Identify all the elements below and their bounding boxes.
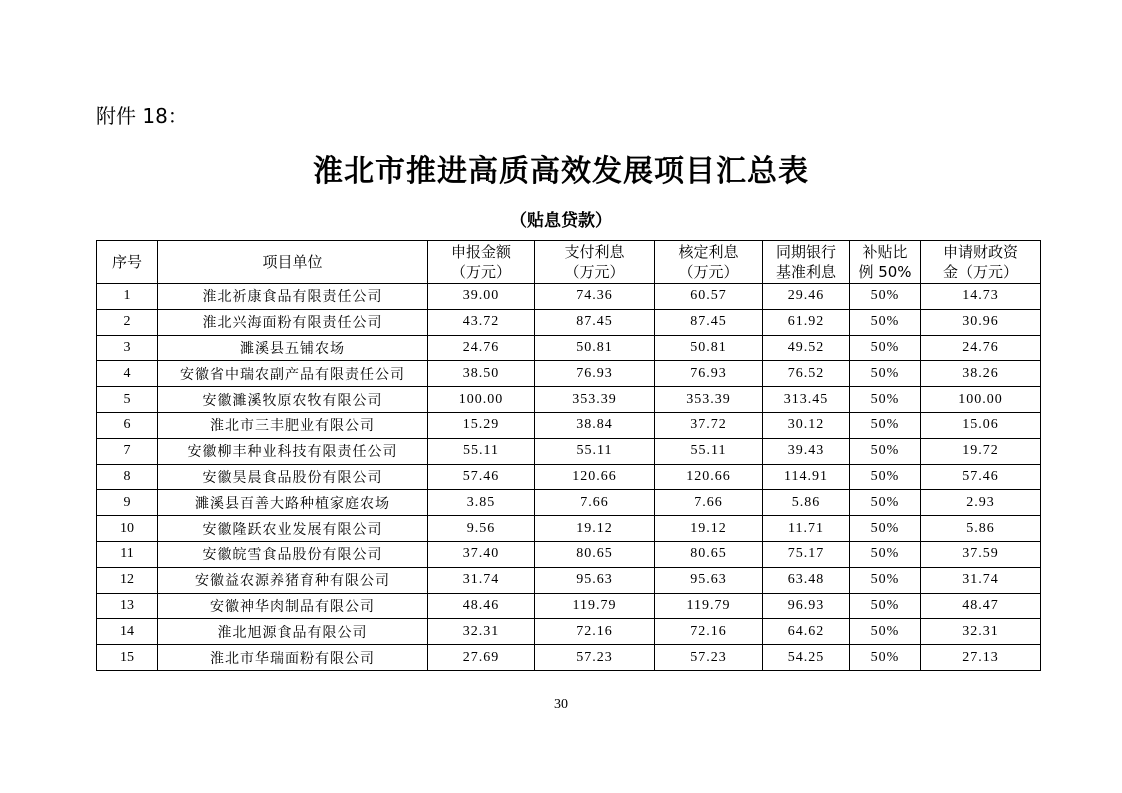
cell-bank-base-interest: 49.52 bbox=[763, 335, 850, 361]
cell-declared-amount: 24.76 bbox=[428, 335, 535, 361]
page-title: 淮北市推进高质高效发展项目汇总表 bbox=[313, 154, 809, 189]
table-row bbox=[97, 516, 1041, 542]
cell-index: 12 bbox=[97, 567, 158, 593]
cell-subsidy-ratio: 50% bbox=[850, 412, 921, 438]
cell-unit: 濉溪县五铺农场 bbox=[158, 335, 428, 361]
cell-approved-interest: 72.16 bbox=[655, 619, 763, 645]
cell-subsidy-ratio: 50% bbox=[850, 516, 921, 542]
cell-bank-base-interest: 64.62 bbox=[763, 619, 850, 645]
cell-requested-funds: 37.59 bbox=[921, 541, 1041, 567]
page-subtitle: （贴息贷款） bbox=[510, 211, 612, 231]
table-row bbox=[97, 387, 1041, 413]
header-paid-interest: 支付利息 （万元） bbox=[535, 241, 655, 284]
header-unit: 项目单位 bbox=[158, 241, 428, 284]
cell-index: 8 bbox=[97, 464, 158, 490]
header-bank-base-interest: 同期银行 基准利息 bbox=[763, 241, 850, 284]
cell-requested-funds: 24.76 bbox=[921, 335, 1041, 361]
cell-requested-funds: 27.13 bbox=[921, 645, 1041, 671]
cell-unit: 淮北市三丰肥业有限公司 bbox=[158, 412, 428, 438]
cell-subsidy-ratio: 50% bbox=[850, 464, 921, 490]
cell-paid-interest: 19.12 bbox=[535, 516, 655, 542]
cell-subsidy-ratio: 50% bbox=[850, 567, 921, 593]
cell-index: 9 bbox=[97, 490, 158, 516]
cell-declared-amount: 48.46 bbox=[428, 593, 535, 619]
cell-subsidy-ratio: 50% bbox=[850, 438, 921, 464]
cell-declared-amount: 27.69 bbox=[428, 645, 535, 671]
table-row bbox=[97, 490, 1041, 516]
cell-approved-interest: 120.66 bbox=[655, 464, 763, 490]
cell-unit: 淮北祈康食品有限责任公司 bbox=[158, 284, 428, 310]
cell-subsidy-ratio: 50% bbox=[850, 593, 921, 619]
table-body bbox=[97, 284, 1041, 671]
header-approved-interest: 核定利息 （万元） bbox=[655, 241, 763, 284]
cell-approved-interest: 50.81 bbox=[655, 335, 763, 361]
cell-unit: 淮北旭源食品有限公司 bbox=[158, 619, 428, 645]
cell-approved-interest: 95.63 bbox=[655, 567, 763, 593]
cell-paid-interest: 50.81 bbox=[535, 335, 655, 361]
header-index: 序号 bbox=[97, 241, 158, 284]
table-row bbox=[97, 645, 1041, 671]
cell-declared-amount: 15.29 bbox=[428, 412, 535, 438]
cell-paid-interest: 76.93 bbox=[535, 361, 655, 387]
cell-declared-amount: 32.31 bbox=[428, 619, 535, 645]
cell-unit: 安徽省中瑞农副产品有限责任公司 bbox=[158, 361, 428, 387]
cell-approved-interest: 37.72 bbox=[655, 412, 763, 438]
cell-unit: 濉溪县百善大路种植家庭农场 bbox=[158, 490, 428, 516]
header-row bbox=[97, 241, 1041, 284]
cell-requested-funds: 32.31 bbox=[921, 619, 1041, 645]
cell-approved-interest: 87.45 bbox=[655, 309, 763, 335]
table-row bbox=[97, 567, 1041, 593]
cell-bank-base-interest: 76.52 bbox=[763, 361, 850, 387]
cell-unit: 安徽神华肉制品有限公司 bbox=[158, 593, 428, 619]
cell-paid-interest: 87.45 bbox=[535, 309, 655, 335]
cell-requested-funds: 15.06 bbox=[921, 412, 1041, 438]
cell-bank-base-interest: 96.93 bbox=[763, 593, 850, 619]
cell-bank-base-interest: 313.45 bbox=[763, 387, 850, 413]
cell-subsidy-ratio: 50% bbox=[850, 387, 921, 413]
cell-paid-interest: 119.79 bbox=[535, 593, 655, 619]
cell-requested-funds: 14.73 bbox=[921, 284, 1041, 310]
cell-approved-interest: 7.66 bbox=[655, 490, 763, 516]
cell-index: 14 bbox=[97, 619, 158, 645]
cell-bank-base-interest: 61.92 bbox=[763, 309, 850, 335]
cell-paid-interest: 55.11 bbox=[535, 438, 655, 464]
cell-unit: 安徽柳丰种业科技有限责任公司 bbox=[158, 438, 428, 464]
cell-subsidy-ratio: 50% bbox=[850, 619, 921, 645]
cell-paid-interest: 57.23 bbox=[535, 645, 655, 671]
cell-subsidy-ratio: 50% bbox=[850, 309, 921, 335]
cell-index: 15 bbox=[97, 645, 158, 671]
cell-index: 5 bbox=[97, 387, 158, 413]
header-requested-funds: 申请财政资 金（万元） bbox=[921, 241, 1041, 284]
cell-index: 13 bbox=[97, 593, 158, 619]
cell-index: 10 bbox=[97, 516, 158, 542]
cell-declared-amount: 55.11 bbox=[428, 438, 535, 464]
cell-subsidy-ratio: 50% bbox=[850, 490, 921, 516]
cell-bank-base-interest: 30.12 bbox=[763, 412, 850, 438]
cell-paid-interest: 120.66 bbox=[535, 464, 655, 490]
table-row bbox=[97, 619, 1041, 645]
cell-approved-interest: 76.93 bbox=[655, 361, 763, 387]
cell-requested-funds: 31.74 bbox=[921, 567, 1041, 593]
table-header bbox=[97, 241, 1041, 284]
cell-index: 11 bbox=[97, 541, 158, 567]
page-number: 30 bbox=[554, 697, 568, 712]
cell-index: 4 bbox=[97, 361, 158, 387]
cell-approved-interest: 60.57 bbox=[655, 284, 763, 310]
cell-paid-interest: 353.39 bbox=[535, 387, 655, 413]
cell-subsidy-ratio: 50% bbox=[850, 645, 921, 671]
cell-requested-funds: 38.26 bbox=[921, 361, 1041, 387]
table-row bbox=[97, 309, 1041, 335]
cell-requested-funds: 5.86 bbox=[921, 516, 1041, 542]
cell-declared-amount: 37.40 bbox=[428, 541, 535, 567]
cell-index: 3 bbox=[97, 335, 158, 361]
cell-paid-interest: 38.84 bbox=[535, 412, 655, 438]
cell-subsidy-ratio: 50% bbox=[850, 335, 921, 361]
cell-approved-interest: 19.12 bbox=[655, 516, 763, 542]
cell-approved-interest: 57.23 bbox=[655, 645, 763, 671]
table-row bbox=[97, 284, 1041, 310]
table-row bbox=[97, 593, 1041, 619]
cell-index: 1 bbox=[97, 284, 158, 310]
cell-paid-interest: 72.16 bbox=[535, 619, 655, 645]
cell-unit: 安徽益农源养猪育种有限公司 bbox=[158, 567, 428, 593]
cell-bank-base-interest: 63.48 bbox=[763, 567, 850, 593]
cell-index: 2 bbox=[97, 309, 158, 335]
cell-subsidy-ratio: 50% bbox=[850, 284, 921, 310]
header-declared-amount: 申报金额 （万元） bbox=[428, 241, 535, 284]
cell-unit: 安徽皖雪食品股份有限公司 bbox=[158, 541, 428, 567]
cell-bank-base-interest: 39.43 bbox=[763, 438, 850, 464]
cell-paid-interest: 74.36 bbox=[535, 284, 655, 310]
table-row bbox=[97, 361, 1041, 387]
cell-requested-funds: 57.46 bbox=[921, 464, 1041, 490]
cell-requested-funds: 100.00 bbox=[921, 387, 1041, 413]
cell-unit: 安徽昊晨食品股份有限公司 bbox=[158, 464, 428, 490]
summary-table bbox=[96, 240, 1041, 671]
cell-declared-amount: 9.56 bbox=[428, 516, 535, 542]
cell-paid-interest: 95.63 bbox=[535, 567, 655, 593]
table-row bbox=[97, 412, 1041, 438]
cell-requested-funds: 30.96 bbox=[921, 309, 1041, 335]
cell-declared-amount: 3.85 bbox=[428, 490, 535, 516]
cell-paid-interest: 80.65 bbox=[535, 541, 655, 567]
cell-index: 7 bbox=[97, 438, 158, 464]
table-row bbox=[97, 438, 1041, 464]
cell-requested-funds: 48.47 bbox=[921, 593, 1041, 619]
cell-declared-amount: 31.74 bbox=[428, 567, 535, 593]
table-row bbox=[97, 335, 1041, 361]
cell-bank-base-interest: 29.46 bbox=[763, 284, 850, 310]
table-row bbox=[97, 541, 1041, 567]
cell-approved-interest: 353.39 bbox=[655, 387, 763, 413]
cell-declared-amount: 38.50 bbox=[428, 361, 535, 387]
cell-declared-amount: 43.72 bbox=[428, 309, 535, 335]
cell-subsidy-ratio: 50% bbox=[850, 361, 921, 387]
cell-unit: 安徽隆跃农业发展有限公司 bbox=[158, 516, 428, 542]
cell-index: 6 bbox=[97, 412, 158, 438]
cell-approved-interest: 55.11 bbox=[655, 438, 763, 464]
cell-bank-base-interest: 75.17 bbox=[763, 541, 850, 567]
cell-approved-interest: 119.79 bbox=[655, 593, 763, 619]
cell-declared-amount: 39.00 bbox=[428, 284, 535, 310]
cell-bank-base-interest: 54.25 bbox=[763, 645, 850, 671]
table-row bbox=[97, 464, 1041, 490]
cell-paid-interest: 7.66 bbox=[535, 490, 655, 516]
cell-bank-base-interest: 5.86 bbox=[763, 490, 850, 516]
cell-approved-interest: 80.65 bbox=[655, 541, 763, 567]
cell-unit: 安徽濉溪牧原农牧有限公司 bbox=[158, 387, 428, 413]
attachment-label: 附件 18： bbox=[96, 104, 188, 128]
cell-bank-base-interest: 11.71 bbox=[763, 516, 850, 542]
cell-requested-funds: 2.93 bbox=[921, 490, 1041, 516]
cell-bank-base-interest: 114.91 bbox=[763, 464, 850, 490]
cell-declared-amount: 100.00 bbox=[428, 387, 535, 413]
cell-declared-amount: 57.46 bbox=[428, 464, 535, 490]
cell-subsidy-ratio: 50% bbox=[850, 541, 921, 567]
header-subsidy-ratio: 补贴比 例 50% bbox=[850, 241, 921, 284]
cell-unit: 淮北市华瑞面粉有限公司 bbox=[158, 645, 428, 671]
cell-unit: 淮北兴海面粉有限责任公司 bbox=[158, 309, 428, 335]
cell-requested-funds: 19.72 bbox=[921, 438, 1041, 464]
